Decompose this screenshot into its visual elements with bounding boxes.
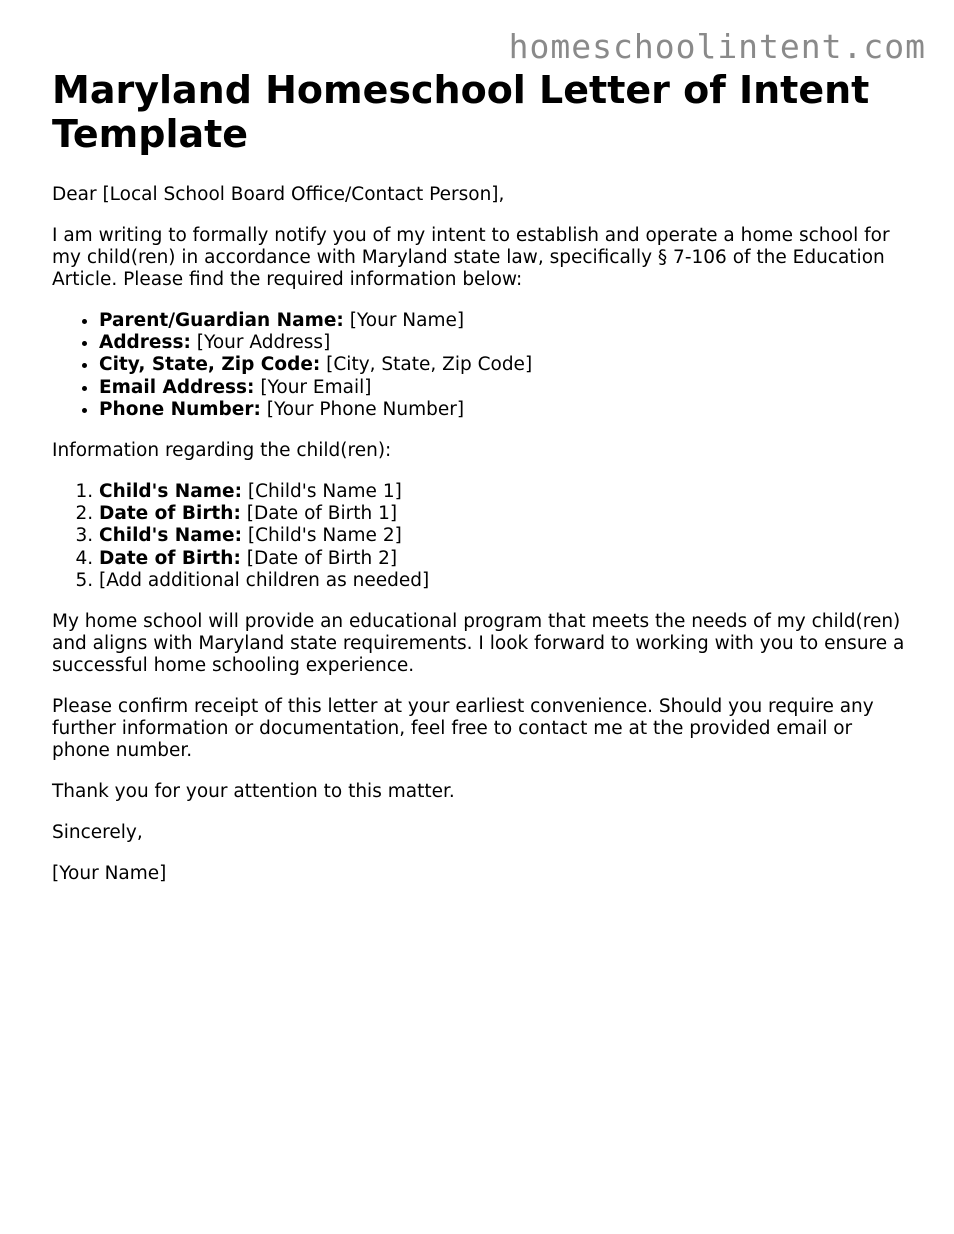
field-label: Child's Name: xyxy=(99,481,242,503)
signature-line: [Your Name] xyxy=(52,863,167,885)
page-title: Maryland Homeschool Letter of Intent Template xyxy=(52,68,870,156)
field-label: Date of Birth: xyxy=(99,503,241,525)
list-item xyxy=(99,481,912,503)
field-label: City, State, Zip Code: xyxy=(99,354,321,376)
parent-info-list xyxy=(52,310,912,421)
thanks-line: Thank you for your attention to this matter. xyxy=(52,781,455,803)
field-label: Phone Number: xyxy=(99,398,261,420)
field-value: [Child's Name 1] xyxy=(247,481,402,503)
intro-paragraph: I am writing to formally notify you of my intent to establish and operate a home school for my child(ren) in accordance with Maryland state law, specifically § 7-106 of the Education Article. Please find the required information below: xyxy=(52,225,890,290)
list-item xyxy=(99,570,912,592)
children-heading: Information regarding the child(ren): xyxy=(52,440,392,462)
field-value: [Date of Birth 2] xyxy=(246,547,398,569)
field-label: Child's Name: xyxy=(99,525,242,547)
confirm-paragraph: Please confirm receipt of this letter at your earliest convenience. Should you require any further information or documentation, feel free to contact me at the provided email or phone number. xyxy=(52,696,874,762)
field-label: Date of Birth: xyxy=(99,547,241,569)
closing-line: Sincerely, xyxy=(52,822,143,844)
field-value: [Your Phone Number] xyxy=(266,398,465,420)
field-label: Parent/Guardian Name: xyxy=(99,310,344,331)
list-item xyxy=(99,525,912,547)
list-item xyxy=(99,354,912,376)
list-item xyxy=(99,548,912,570)
list-item xyxy=(99,399,912,421)
field-value: [Child's Name 2] xyxy=(247,525,402,547)
field-value: [Your Email] xyxy=(260,376,372,398)
list-item xyxy=(99,332,912,354)
list-item xyxy=(99,377,912,399)
field-value: [Your Name] xyxy=(349,310,465,331)
list-item xyxy=(99,310,912,332)
field-value: [Date of Birth 1] xyxy=(246,503,398,525)
field-label: Email Address: xyxy=(99,376,255,398)
letter-page xyxy=(52,68,912,904)
field-value: [Add additional children as needed] xyxy=(99,569,430,591)
field-label: Address: xyxy=(99,332,191,354)
watermark: homeschoolintent.com xyxy=(508,27,926,66)
children-info-list xyxy=(52,481,912,592)
field-value: [City, State, Zip Code] xyxy=(326,354,533,376)
list-item xyxy=(99,503,912,525)
program-paragraph: My home school will provide an educational program that meets the needs of my child(ren) and aligns with Maryland state requirements. I look forward to working with you to ensure a successful home schooling experience. xyxy=(52,611,905,677)
salutation: Dear [Local School Board Office/Contact Person], xyxy=(52,184,505,205)
field-value: [Your Address] xyxy=(196,332,331,354)
